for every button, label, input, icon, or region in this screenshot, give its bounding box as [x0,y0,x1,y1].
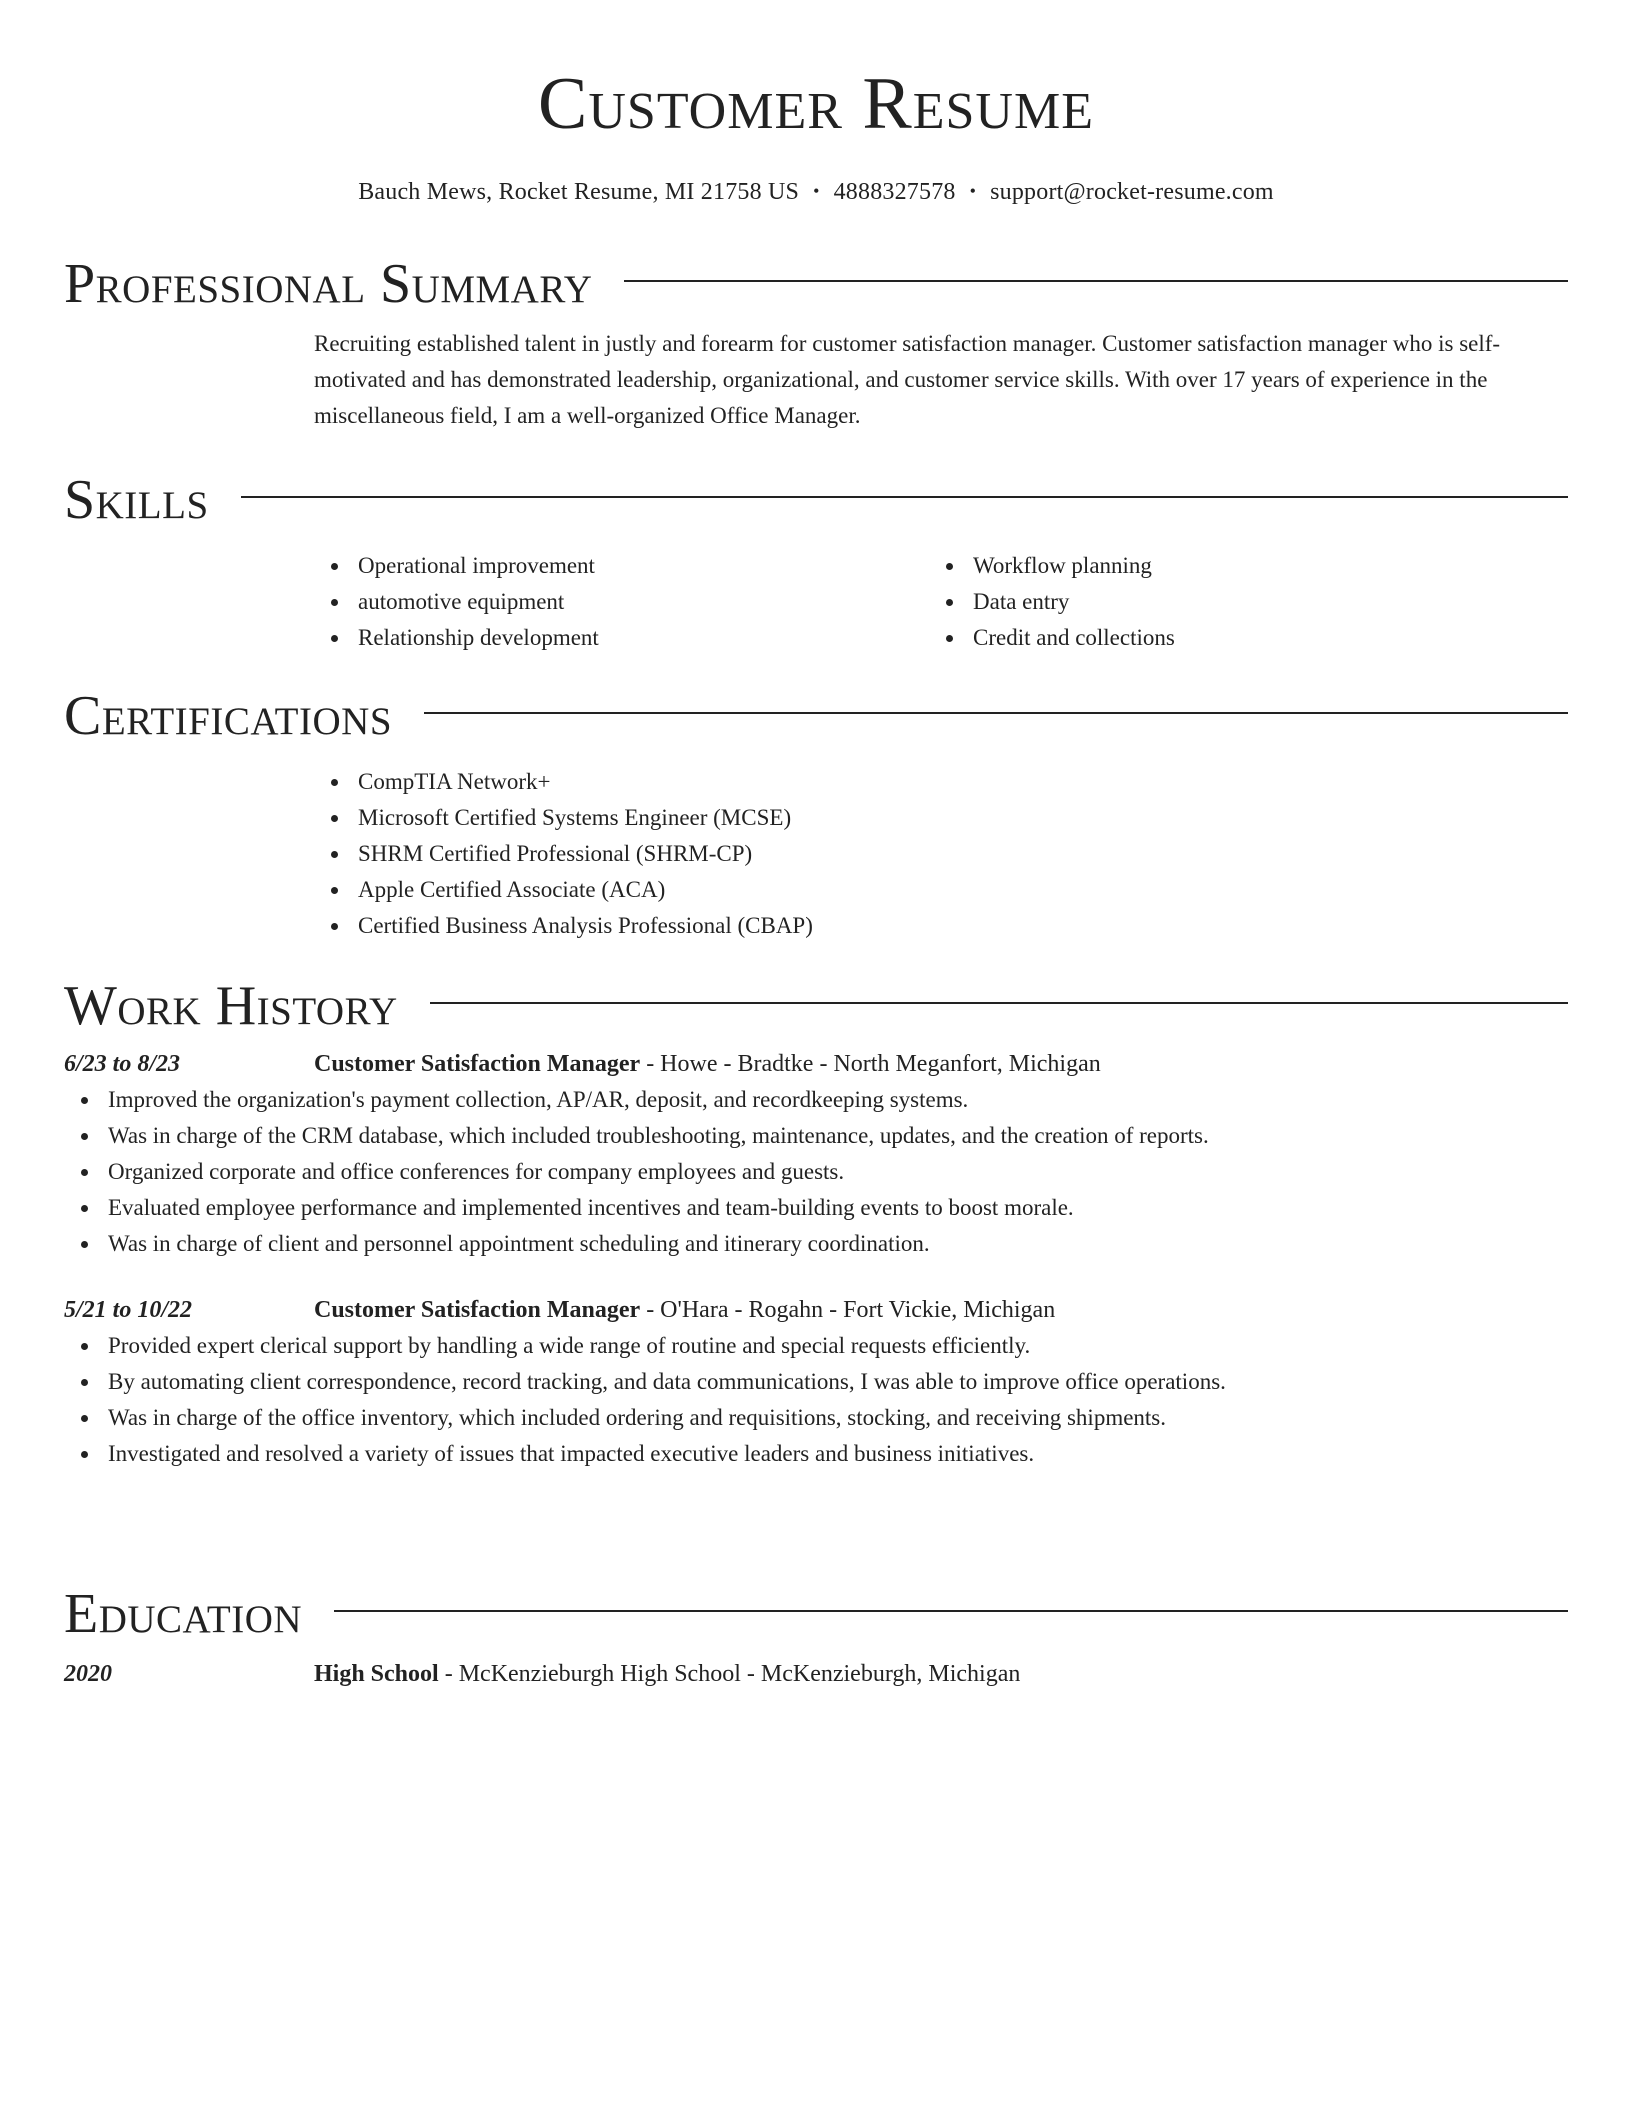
job-role: Customer Satisfaction Manager [314,1051,641,1077]
section-certifications [64,686,1568,944]
job-bullet: Was in charge of the office inventory, which included ordering and requisitions, stocking, and receiving shipments. [64,1400,1568,1436]
section-title: Skills [64,469,209,531]
job-bullets [64,1328,1568,1472]
section-title: Certifications [64,685,393,747]
summary-text: Recruiting established talent in justly and forearm for customer satisfaction manager. Customer satisfaction manager who is self-motivated and has demonstrated leadership, organizational, and customer service skills. With over 17 years of experience in the miscellaneous field, I am a well-organized Office Manager. [314,331,1501,428]
section-divider [241,496,1568,498]
skill-item: automotive equipment [314,584,929,620]
certifications-list [314,764,1568,944]
section-title: Professional Summary [64,253,593,315]
job-bullet: By automating client correspondence, record tracking, and data communications, I was able to improve office operations. [64,1364,1568,1400]
section-title: Education [64,1583,303,1645]
job-bullet: Provided expert clerical support by handling a wide range of routine and special requests efficiently. [64,1328,1568,1364]
skill-item: Operational improvement [314,548,929,584]
section-heading [64,470,1568,530]
certification-item: CompTIA Network+ [314,764,1568,800]
skill-item: Workflow planning [929,548,1544,584]
job-bullet: Investigated and resolved a variety of issues that impacted executive leaders and business initiatives. [64,1436,1568,1472]
skills-column-left [314,548,929,656]
section-divider [334,1610,1568,1612]
job-bullet: Improved the organization's payment collection, AP/AR, deposit, and recordkeeping systems. [64,1082,1568,1118]
contact-email: support@rocket-resume.com [990,179,1274,205]
summary-content [314,326,1568,434]
contact-separator: • [969,181,977,201]
certification-item: Microsoft Certified Systems Engineer (MCSE) [314,800,1568,836]
certification-item: Apple Certified Associate (ACA) [314,872,1568,908]
section-professional-summary [64,254,1568,434]
contact-line [0,176,1632,209]
job-employer: - Howe - Bradtke - North Meganfort, Michigan [640,1051,1101,1077]
section-heading [64,686,1568,746]
education-heading [314,1656,1020,1692]
job-bullet: Was in charge of the CRM database, which included troubleshooting, maintenance, updates, and the creation of reports. [64,1118,1568,1154]
education-school: - McKenzieburgh High School - McKenzieburgh, Michigan [438,1661,1021,1687]
section-heading [64,254,1568,314]
certification-item: SHRM Certified Professional (SHRM-CP) [314,836,1568,872]
contact-separator: • [813,181,820,201]
skills-column-right [929,548,1544,656]
job-heading [314,1292,1055,1328]
certifications-content [314,764,1568,944]
contact-address: Bauch Mews, Rocket Resume, MI 21758 US [358,179,800,205]
job-bullet: Was in charge of client and personnel appointment scheduling and itinerary coordination. [64,1226,1568,1262]
section-title: Work History [64,975,398,1037]
section-skills [64,470,1568,656]
section-heading [64,1584,1568,1644]
job-header-row [64,1292,1568,1328]
section-divider [424,712,1568,714]
job-employer: - O'Hara - Rogahn - Fort Vickie, Michigan [640,1297,1056,1323]
certification-item: Certified Business Analysis Professional (CBAP) [314,908,1568,944]
education-degree: High School [314,1661,439,1687]
education-date: 2020 [64,1661,112,1687]
job-date: 5/21 to 10/22 [64,1297,193,1323]
job-header-row [64,1046,1568,1082]
education-entry [64,1656,1568,1692]
job-bullet: Evaluated employee performance and implemented incentives and team-building events to boost morale. [64,1190,1568,1226]
skill-item: Relationship development [314,620,929,656]
section-education [64,1584,1568,1692]
resume-name: Customer Resume [538,63,1094,145]
skills-list-left [314,548,929,656]
job-entry [64,1292,1568,1472]
job-entry [64,1046,1568,1262]
job-bullets [64,1082,1568,1262]
contact-phone: 4888327578 [833,179,956,205]
job-bullet: Organized corporate and office conferences for company employees and guests. [64,1154,1568,1190]
job-heading [314,1046,1101,1082]
skills-grid [314,548,1568,656]
section-divider [430,1002,1568,1004]
skill-item: Credit and collections [929,620,1544,656]
job-date: 6/23 to 8/23 [64,1051,181,1077]
skill-item: Data entry [929,584,1544,620]
job-role: Customer Satisfaction Manager [314,1297,641,1323]
section-heading [64,976,1568,1036]
section-work-history [64,976,1568,1472]
section-divider [624,280,1568,282]
skills-list-right [929,548,1544,656]
